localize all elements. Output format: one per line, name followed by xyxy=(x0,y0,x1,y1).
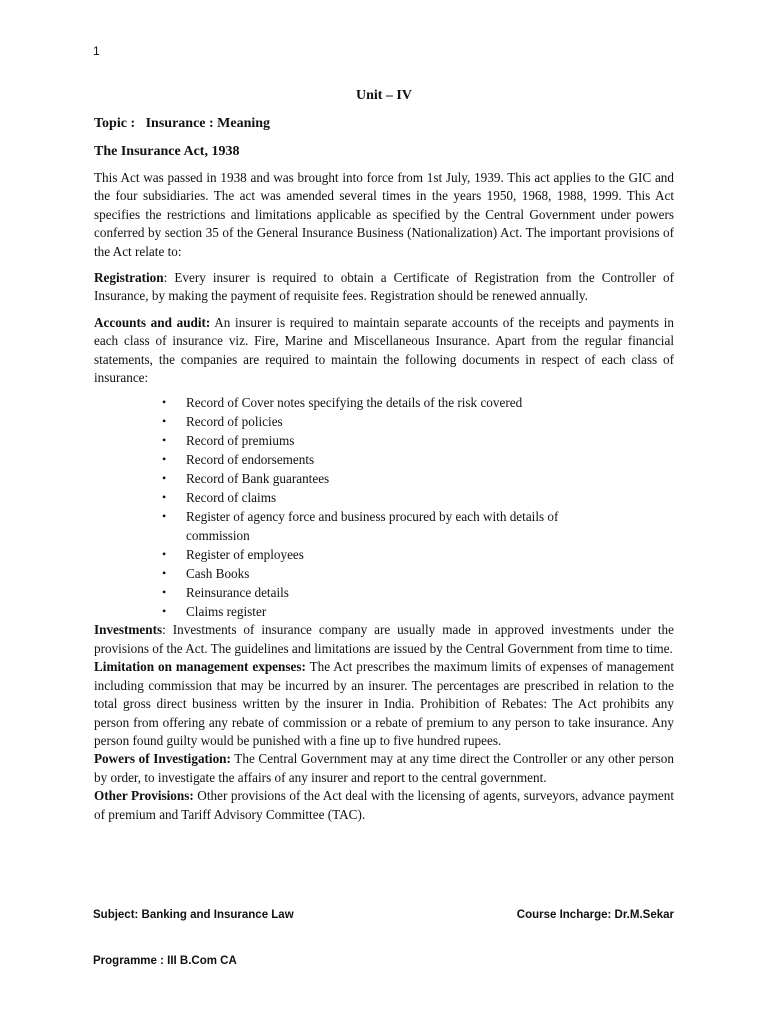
records-list xyxy=(94,393,674,621)
accounts-label: Accounts and audit: xyxy=(94,314,211,330)
bullet-icon: • xyxy=(162,414,167,429)
limitation-label: Limitation on management expenses: xyxy=(94,659,306,675)
list-item: • Register of employees xyxy=(162,547,304,563)
powers-text: The Central Government may at any time direct the Controller or any other person by order, to investigate the affairs of any insurer and report to the central government. xyxy=(94,751,674,785)
limitation-text: The Act prescribes the maximum limits of expenses of management including commission that may be incurred by an insurer. The percentages are prescribed in relation to the total gross direct business written by the insurer in India. Prohibition of Rebates: The Act prohibits any person from offering any rebate of commission or a rebate of premium to any person to take insurance. Any person found guilty would be punished with a fine up to five hundred rupees. xyxy=(94,659,674,748)
accounts-paragraph xyxy=(94,314,674,388)
list-item: • Record of Cover notes specifying the details of the risk covered xyxy=(162,395,523,411)
document-body xyxy=(94,169,674,824)
footer-subject: Subject: Banking and Insurance Law xyxy=(93,909,294,921)
registration-label: Registration xyxy=(94,270,164,286)
bullet-icon: • xyxy=(162,585,167,600)
bullet-icon: • xyxy=(162,471,167,486)
list-item: • Claims register xyxy=(162,604,267,620)
list-item: • Record of policies xyxy=(162,414,283,430)
list-item: • Register of agency force and business procured by each with details of commission xyxy=(162,509,559,544)
powers-paragraph xyxy=(94,750,674,787)
other-provisions-paragraph xyxy=(94,787,674,824)
bullet-icon: • xyxy=(162,395,167,410)
list-item: • Record of Bank guarantees xyxy=(162,471,330,487)
list-item: • Cash Books xyxy=(162,566,250,582)
unit-title: Unit – IV xyxy=(355,88,412,103)
powers-label: Powers of Investigation: xyxy=(94,751,231,767)
investments-paragraph xyxy=(94,621,674,658)
bullet-icon: • xyxy=(162,547,167,562)
act-heading: The Insurance Act, 1938 xyxy=(94,144,240,159)
intro-paragraph: This Act was passed in 1938 and was brought into force from 1st July, 1939. This act applies to the GIC and the four subsidiaries. The act was amended several times in the years 1950, 1968, 1988, 1999. This Act specifies the restrictions and limitations applicable as specified by the Central Government under powers conferred by section 35 of the General Insurance Business (Nationalization) Act. The important provisions of the Act relate to: xyxy=(94,170,674,259)
list-item: • Reinsurance details xyxy=(162,585,289,601)
investments-text: : Investments of insurance company are usually made in approved investments under the provisions of the Act. The guidelines and limitations are issued by the Central Government from time to time. xyxy=(94,622,674,656)
bullet-icon: • xyxy=(162,509,167,524)
bullet-icon: • xyxy=(162,604,167,619)
bullet-icon: • xyxy=(162,452,167,467)
list-item: • Record of endorsements xyxy=(162,452,315,468)
other-provisions-label: Other Provisions: xyxy=(94,788,194,804)
bullet-icon: • xyxy=(162,490,167,505)
registration-text: : Every insurer is required to obtain a Certificate of Registration from the Controller of Insurance, by making the payment of requisite fees. Registration should be renewed annually. xyxy=(94,270,674,304)
registration-paragraph xyxy=(94,269,674,306)
limitation-paragraph xyxy=(94,658,674,750)
accounts-text: An insurer is required to maintain separate accounts of the receipts and payments in each class of insurance viz. Fire, Marine and Miscellaneous Insurance. Apart from the regular financial statements, the companies are required to maintain the following documents in respect of each class of insurance: xyxy=(94,314,674,386)
investments-label: Investments xyxy=(94,622,163,638)
list-item: • Record of claims xyxy=(162,490,277,506)
bullet-icon: • xyxy=(162,566,167,581)
page-number: 1 xyxy=(93,44,100,58)
footer-course-incharge: Course Incharge: Dr.M.Sekar xyxy=(516,909,674,921)
bullet-icon: • xyxy=(162,433,167,448)
other-provisions-text: Other provisions of the Act deal with the licensing of agents, surveyors, advance payment of premium and Tariff Advisory Committee (TAC). xyxy=(94,788,674,822)
footer-programme: Programme : III B.Com CA xyxy=(93,955,237,967)
list-item: • Record of premiums xyxy=(162,433,295,449)
topic-heading: Topic : Insurance : Meaning xyxy=(94,116,271,131)
